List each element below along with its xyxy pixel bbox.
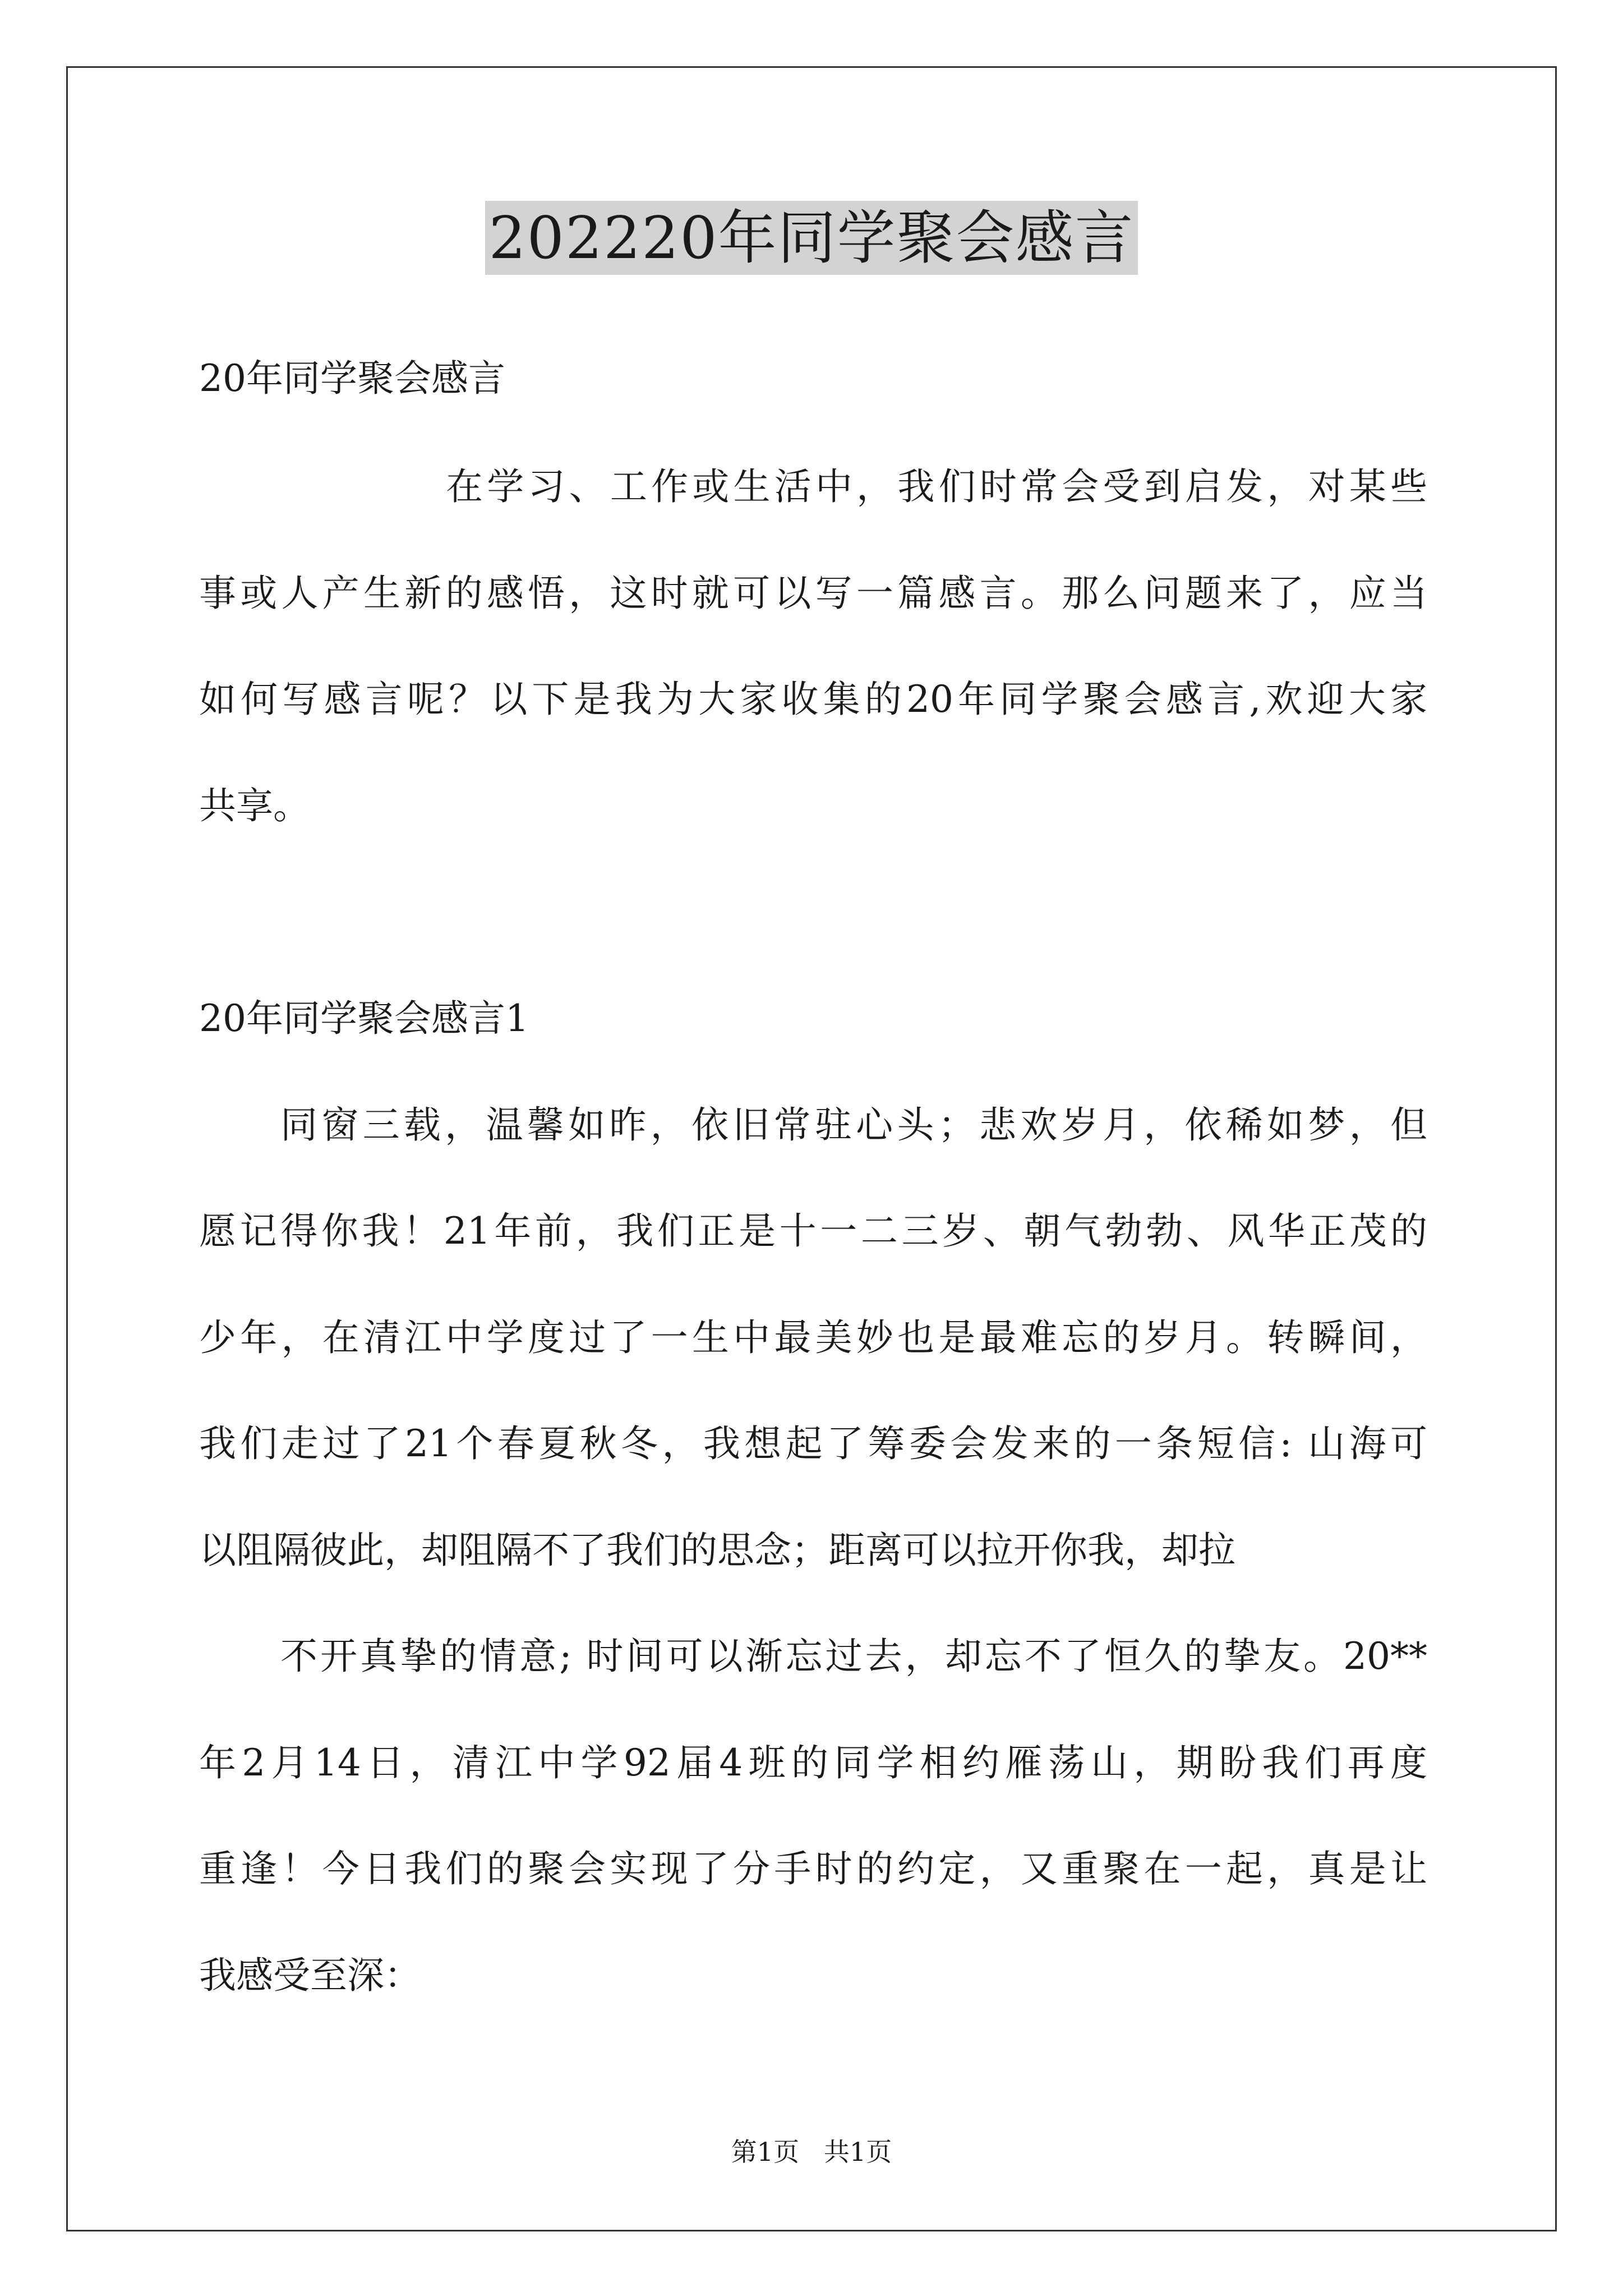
paragraph1-line-2: 愿记得你我！21年前，我们正是十一二三岁、朝气勃勃、风华正茂的 xyxy=(199,1209,1427,1253)
intro-line-1: 在学习、工作或生活中，我们时常会受到启发，对某些 xyxy=(446,465,1427,508)
paragraph1-line-4: 我们走过了21个春夏秋冬，我想起了筹委会发来的一条短信: 山海可 xyxy=(199,1422,1427,1465)
paragraph2-line-1: 不开真挚的情意; 时间可以渐忘过去，却忘不了恒久的挚友。20** xyxy=(280,1635,1427,1678)
intro-line-4: 共享。 xyxy=(199,784,310,827)
paragraph1-line-3: 少年，在清江中学度过了一生中最美妙也是最难忘的岁月。转瞬间， xyxy=(199,1316,1427,1359)
intro-line-2: 事或人产生新的感悟，这时就可以写一篇感言。那么问题来了，应当 xyxy=(199,572,1427,615)
document-title: 202220年同学聚会感言 xyxy=(485,201,1137,275)
paragraph1-line-1: 同窗三载，温馨如昨，依旧常驻心头；悲欢岁月，依稀如梦，但 xyxy=(280,1103,1427,1147)
title-container xyxy=(0,201,1623,275)
subtitle: 20年同学聚会感言 xyxy=(199,357,505,400)
page-footer: 第1页 共1页 xyxy=(731,2137,892,2167)
paragraph2-line-4: 我感受至深： xyxy=(199,1954,421,1997)
intro-line-3: 如何写感言呢？以下是我为大家收集的20年同学聚会感言,欢迎大家 xyxy=(199,678,1427,721)
section-heading: 20年同学聚会感言1 xyxy=(199,997,529,1040)
paragraph2-line-3: 重逢！今日我们的聚会实现了分手时的约定，又重聚在一起，真是让 xyxy=(199,1847,1427,1890)
paragraph2-line-2: 年2月14日，清江中学92届4班的同学相约雁荡山，期盼我们再度 xyxy=(199,1741,1427,1784)
paragraph1-line-5: 以阻隔彼此，却阻隔不了我们的思念；距离可以拉开你我，却拉 xyxy=(199,1529,1235,1572)
